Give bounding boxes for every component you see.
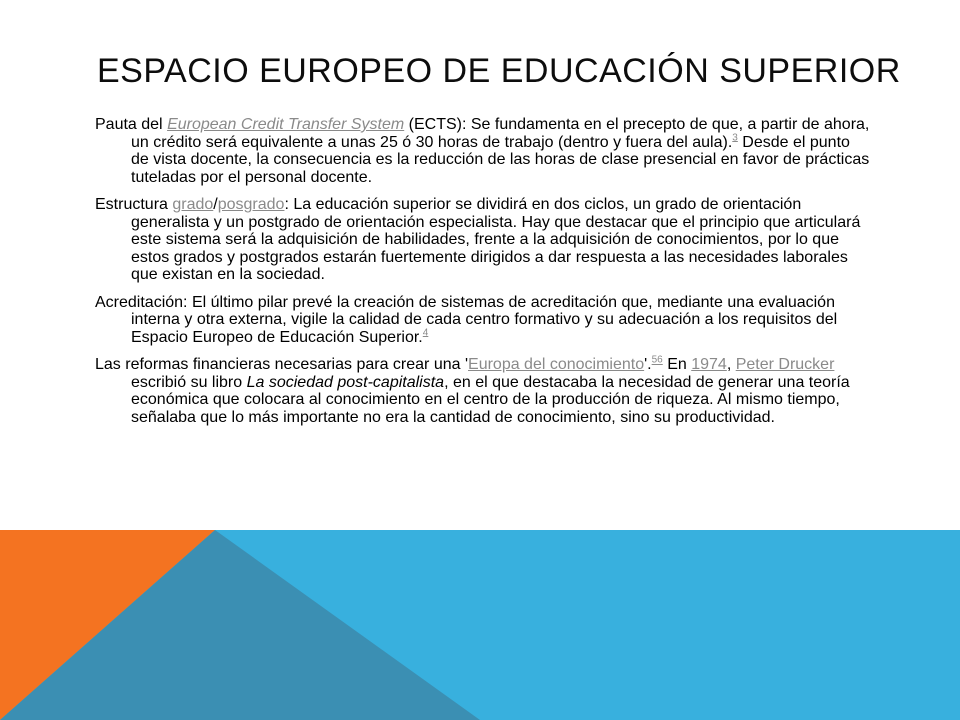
grado-link[interactable]: grado: [172, 196, 214, 213]
year-1974-link[interactable]: 1974: [691, 356, 727, 373]
reforms-footnote-link[interactable]: 56: [651, 354, 663, 366]
accreditation-text: : El último pilar prevé la creación de sistemas de acreditación que, mediante una evaluación interna y otra externa, vigile la calidad de cada centro formativo y su adecuación a los requisitos del Espacio Europeo de Educación Superior.: [131, 293, 838, 346]
paragraph-accreditation: [95, 294, 870, 347]
reforms-text-2: ,: [726, 356, 736, 373]
ects-link[interactable]: European Credit Transfer System: [167, 116, 405, 133]
slide-body: [95, 116, 870, 436]
slide-title: ESPACIO EUROPEO DE EDUCACIÓN SUPERIOR: [97, 52, 901, 90]
paragraph-structure: [95, 196, 870, 284]
ects-lead: Pauta del: [95, 116, 168, 133]
structure-lead: Estructura: [95, 196, 173, 213]
paragraph-reforms: [95, 356, 870, 426]
reforms-footnote: [652, 355, 663, 366]
decorative-color-band: [0, 530, 960, 720]
structure-separator: /: [213, 196, 218, 213]
structure-text: : La educación superior se dividirá en dos ciclos, un grado de orientación generalista y un postgrado de orientación especialista. Hay que destacar que el principio que articulará este sistema será la adquisición de habilidades, frente a la adquisición de conocimientos, por lo que estos grados y postgrados estarán fuertemente dirigidos a dar respuesta a las necesidades laborales que existan en la sociedad.: [131, 196, 861, 283]
ects-footnote-link[interactable]: 3: [732, 132, 738, 144]
accreditation-lead: Acreditación: [95, 293, 184, 311]
reforms-text-4: , en el que destacaba la necesidad de generar una teoría económica que colocara al conocimiento en el centro de la producción de riqueza. Al mismo tiempo, señalaba que lo más importante no era la cantidad de conocimiento, sino su productividad.: [131, 373, 850, 426]
book-title: La sociedad post-capitalista: [246, 373, 445, 391]
reforms-text-3: escribió su libro: [131, 373, 247, 391]
ects-text-2: Desde el punto de vista docente, la consecuencia es la reducción de las horas de clase presencial en favor de prácticas tuteladas por el personal docente.: [131, 133, 870, 186]
accreditation-footnote: [423, 327, 429, 338]
reforms-lead: Las reformas financieras necesarias para crear una ': [95, 356, 469, 373]
europa-conocimiento-link[interactable]: Europa del conocimiento: [468, 356, 645, 373]
ects-text-1: (ECTS): Se fundamenta en el precepto de que, a partir de ahora, un crédito será equivalente a unas 25 ó 30 horas de trabajo (dentro y fuera del aula).: [131, 116, 870, 151]
reforms-quote-close: '.: [644, 356, 652, 373]
paragraph-ects: [95, 116, 870, 186]
accreditation-footnote-link[interactable]: 4: [422, 327, 429, 339]
posgrado-link[interactable]: posgrado: [217, 196, 285, 213]
reforms-text-1: En: [662, 356, 692, 373]
peter-drucker-link[interactable]: Peter Drucker: [735, 356, 835, 373]
